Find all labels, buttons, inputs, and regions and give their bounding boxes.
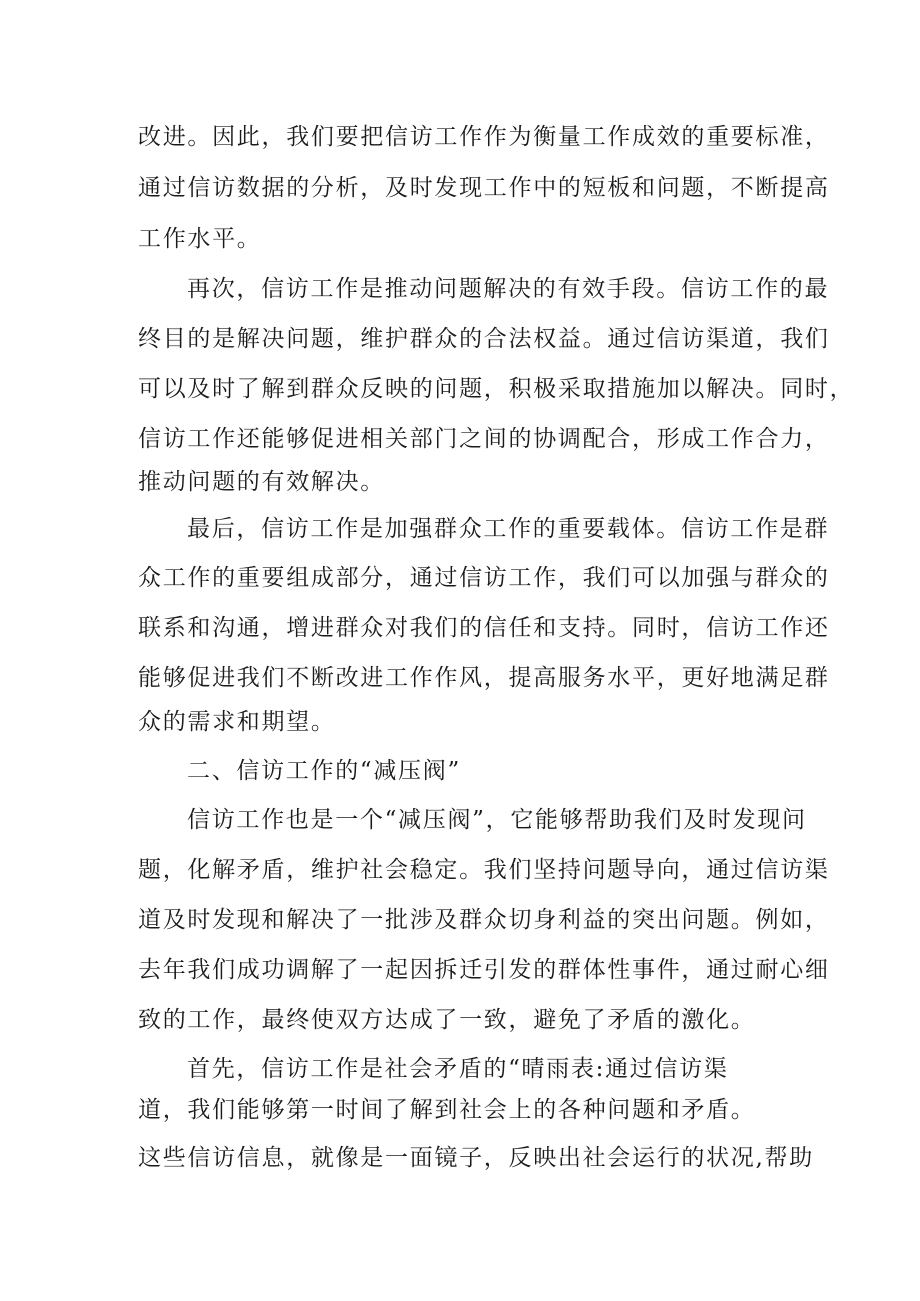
text-line: 可以及时了解到群众反映的问题，积极采取措施加以解决。同时， (138, 376, 855, 402)
text-line: 再次，信访工作是推动问题解决的有效手段。信访工作的最 (187, 276, 830, 302)
text-line: 题，化解矛盾，维护社会稳定。我们坚持问题导向，通过信访渠 (138, 857, 830, 883)
text-line: 信访工作还能够促进相关部门之间的协调配合，形成工作合力， (138, 426, 830, 452)
text-line: 道，我们能够第一时间了解到社会上的各种问题和矛盾。 (138, 1097, 756, 1123)
section-heading: 二、信访工作的“减压阀” (187, 758, 461, 784)
text-line: 致的工作，最终使双方达成了一致，避免了矛盾的激化。 (138, 1007, 756, 1033)
text-line: 众的需求和期望。 (138, 709, 336, 735)
text-line: 信访工作也是一个“减压阀”，它能够帮助我们及时发现问 (187, 807, 807, 833)
text-line: 改进。因此，我们要把信访工作作为衡量工作成效的重要标准， (138, 124, 830, 150)
text-line: 众工作的重要组成部分，通过信访工作，我们可以加强与群众的 (138, 565, 830, 591)
text-line: 工作水平。 (138, 226, 262, 252)
text-line: 这些信访信息，就像是一面镜子，反映出社会运行的状况,帮助 (138, 1145, 814, 1171)
text-line: 能够促进我们不断改进工作作风，提高服务水平，更好地满足群 (138, 665, 830, 691)
text-line: 联系和沟通，增进群众对我们的信任和支持。同时，信访工作还 (138, 615, 830, 641)
text-line: 推动问题的有效解决。 (138, 469, 385, 495)
text-line: 通过信访数据的分析，及时发现工作中的短板和问题，不断提高 (138, 175, 830, 201)
text-line: 道及时发现和解决了一批涉及群众切身利益的突出问题。例如， (138, 907, 830, 933)
text-line: 最后，信访工作是加强群众工作的重要载体。信访工作是群 (187, 516, 830, 542)
text-line: 终目的是解决问题，维护群众的合法权益。通过信访渠道，我们 (138, 326, 830, 352)
text-line: 去年我们成功调解了一起因拆迁引发的群体性事件，通过耐心细 (138, 957, 830, 983)
text-line: 首先，信访工作是社会矛盾的“晴雨表:通过信访渠 (187, 1056, 729, 1082)
